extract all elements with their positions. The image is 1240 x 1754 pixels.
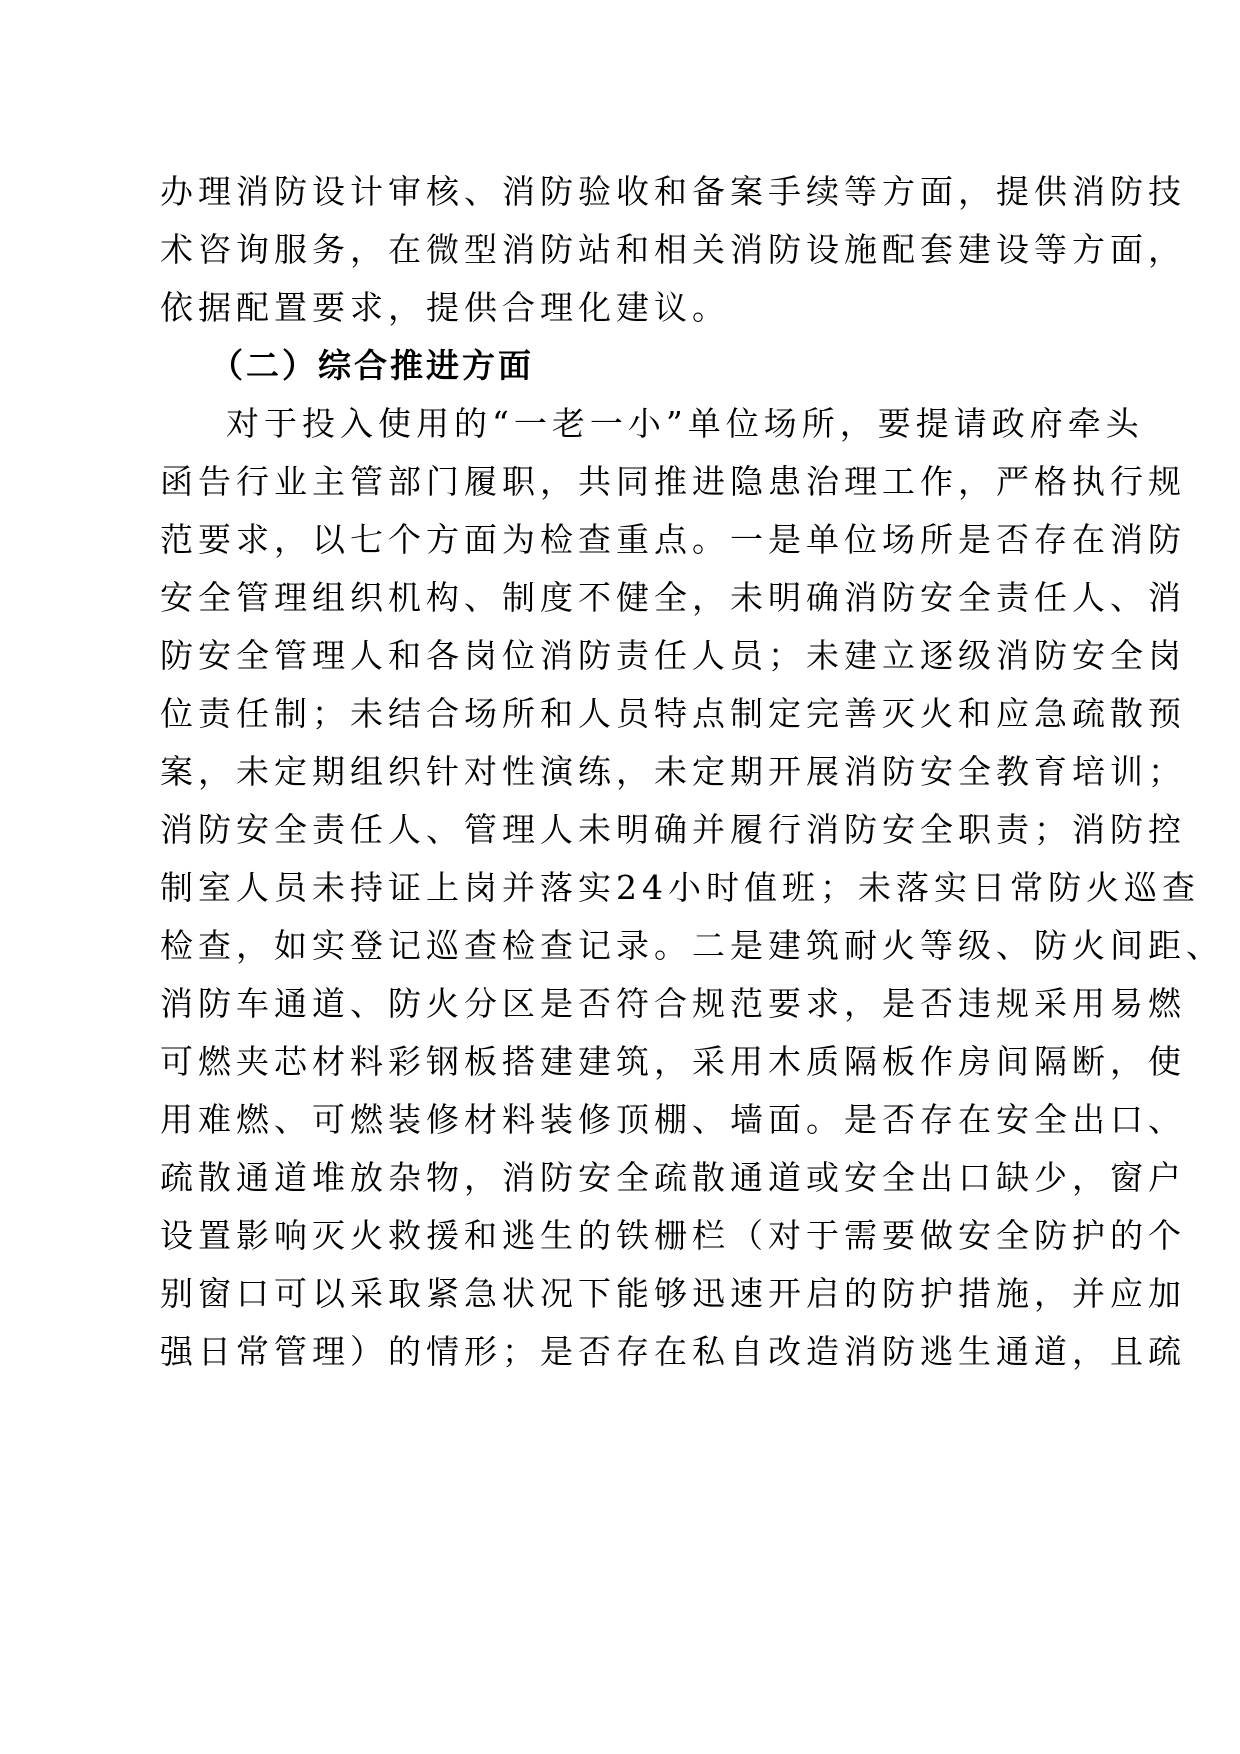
body-text-line: 用难燃、可燃装修材料装修顶棚、墙面。是否存在安全出口、 — [160, 1100, 1186, 1139]
body-text-line: 依据配置要求，提供合理化建议。 — [160, 288, 730, 327]
body-text-line: 可燃夹芯材料彩钢板搭建建筑，采用木质隔板作房间隔断，使 — [160, 1042, 1186, 1081]
body-text-line: 设置影响灭火救援和逃生的铁栅栏（对于需要做安全防护的个 — [160, 1216, 1186, 1255]
body-text-line: 制室人员未持证上岗并落实24小时值班；未落实日常防火巡查 — [160, 868, 1200, 907]
body-text-line: 术咨询服务，在微型消防站和相关消防设施配套建设等方面， — [160, 230, 1186, 269]
body-text-line: 案，未定期组织针对性演练，未定期开展消防安全教育培训； — [160, 752, 1186, 791]
body-text-line: 疏散通道堆放杂物，消防安全疏散通道或安全出口缺少，窗户 — [160, 1158, 1186, 1197]
body-text-line: 对于投入使用的“一老一小”单位场所，要提请政府牵头 — [226, 404, 1144, 443]
body-text-line: 消防安全责任人、管理人未明确并履行消防安全职责；消防控 — [160, 810, 1186, 849]
body-text-line: 办理消防设计审核、消防验收和备案手续等方面，提供消防技 — [160, 172, 1186, 211]
body-text-line: 强日常管理）的情形；是否存在私自改造消防逃生通道，且疏 — [160, 1332, 1186, 1371]
section-heading: （二）综合推进方面 — [210, 346, 534, 385]
body-text-line: 位责任制；未结合场所和人员特点制定完善灭火和应急疏散预 — [160, 694, 1186, 733]
body-text-line: 范要求，以七个方面为检查重点。一是单位场所是否存在消防 — [160, 520, 1186, 559]
body-text-line: 别窗口可以采取紧急状况下能够迅速开启的防护措施，并应加 — [160, 1274, 1186, 1313]
body-text-line: 安全管理组织机构、制度不健全，未明确消防安全责任人、消 — [160, 578, 1186, 617]
body-text-line: 函告行业主管部门履职，共同推进隐患治理工作，严格执行规 — [160, 462, 1186, 501]
body-text-line: 消防车通道、防火分区是否符合规范要求，是否违规采用易燃 — [160, 984, 1186, 1023]
body-text-line: 防安全管理人和各岗位消防责任人员；未建立逐级消防安全岗 — [160, 636, 1186, 675]
body-text-line: 检查，如实登记巡查检查记录。二是建筑耐火等级、防火间距、 — [160, 926, 1224, 965]
